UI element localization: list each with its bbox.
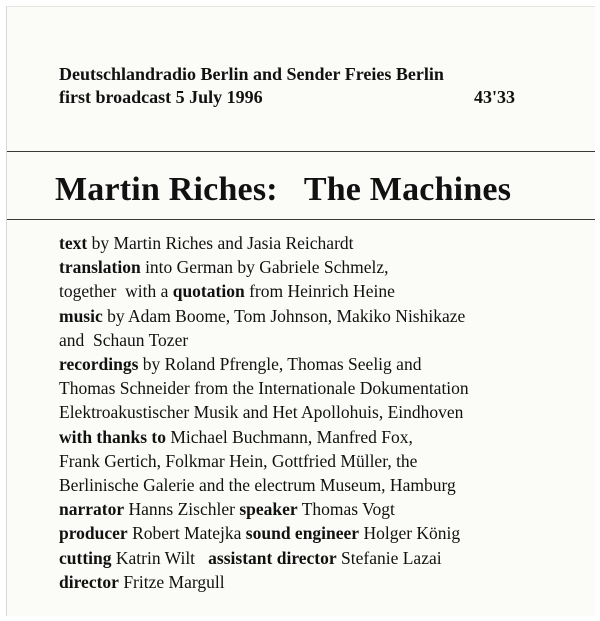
cd-booklet-sheet [6, 6, 595, 616]
credit-role: recordings [59, 354, 139, 375]
credit-text: Fritze Margull [118, 571, 225, 592]
credit-line [59, 304, 469, 328]
title-work: The Machines [303, 171, 512, 208]
title-author: Martin Riches: [55, 171, 278, 208]
credit-role: text [59, 233, 88, 253]
credit-text: Frank Gertich, Folkmar Hein, Gottfried Müller, the [59, 450, 418, 471]
credit-text: by Roland Pfrengle, Thomas Seelig and [138, 354, 422, 375]
credit-line [59, 279, 469, 303]
credit-role: narrator [59, 499, 125, 520]
credit-line [59, 328, 469, 352]
top-divider [7, 151, 595, 152]
credit-line [59, 352, 469, 376]
credit-role: assistant director [208, 547, 337, 568]
credit-text: into German by Gabriele Schmelz, [140, 257, 389, 278]
credit-line [59, 231, 469, 255]
bottom-divider [7, 219, 595, 220]
broadcaster-line: Deutschlandradio Berlin and Sender Freies Berlin [59, 64, 444, 84]
credit-role: director [59, 571, 119, 592]
credit-line [59, 376, 469, 400]
title [55, 170, 511, 210]
broadcast-header [59, 63, 519, 109]
credit-text: Thomas Vogt [297, 499, 395, 520]
duration: 43'33 [473, 87, 515, 107]
credit-role: translation [59, 257, 141, 278]
credit-line [59, 546, 469, 570]
credit-line [59, 400, 469, 424]
credit-text: Stefanie Lazai [336, 547, 442, 568]
credit-role: quotation [172, 281, 245, 302]
broadcast-date-row [59, 86, 519, 109]
broadcast-date: first broadcast 5 July 1996 [59, 87, 263, 107]
credit-text: Katrin Wilt [111, 547, 209, 568]
credit-role: cutting [59, 547, 112, 568]
credit-text: Berlinische Galerie and the electrum Museum, Hamburg [59, 475, 456, 496]
credit-line [59, 425, 469, 449]
credit-text: by Martin Riches and Jasia Reichardt [87, 233, 354, 253]
credit-text: Elektroakustischer Musik and Het Apollohuis, Eindhoven [59, 402, 464, 423]
credit-role: music [59, 305, 103, 326]
credit-role: sound engineer [245, 523, 360, 544]
credit-text: Holger König [359, 523, 461, 544]
credits [59, 231, 469, 594]
credit-text: Robert Matejka [127, 523, 246, 544]
credit-role: with thanks to [59, 426, 166, 447]
credit-line [59, 497, 469, 521]
credit-text: by Adam Boome, Tom Johnson, Makiko Nishikaze [102, 305, 466, 326]
credit-text: Thomas Schneider from the Internationale Dokumentation [59, 378, 469, 399]
credit-role: speaker [239, 499, 298, 520]
credit-line [59, 521, 469, 545]
credit-line [59, 473, 469, 497]
credit-text: Hanns Zischler [124, 499, 240, 520]
credit-text: and Schaun Tozer [59, 329, 189, 350]
credit-line [59, 449, 469, 473]
credit-role: producer [59, 523, 128, 544]
credit-text: Michael Buchmann, Manfred Fox, [165, 426, 413, 447]
credit-line [59, 570, 469, 594]
credit-text: together with a [59, 281, 173, 302]
credit-line [59, 255, 469, 279]
credit-text: from Heinrich Heine [244, 281, 395, 302]
